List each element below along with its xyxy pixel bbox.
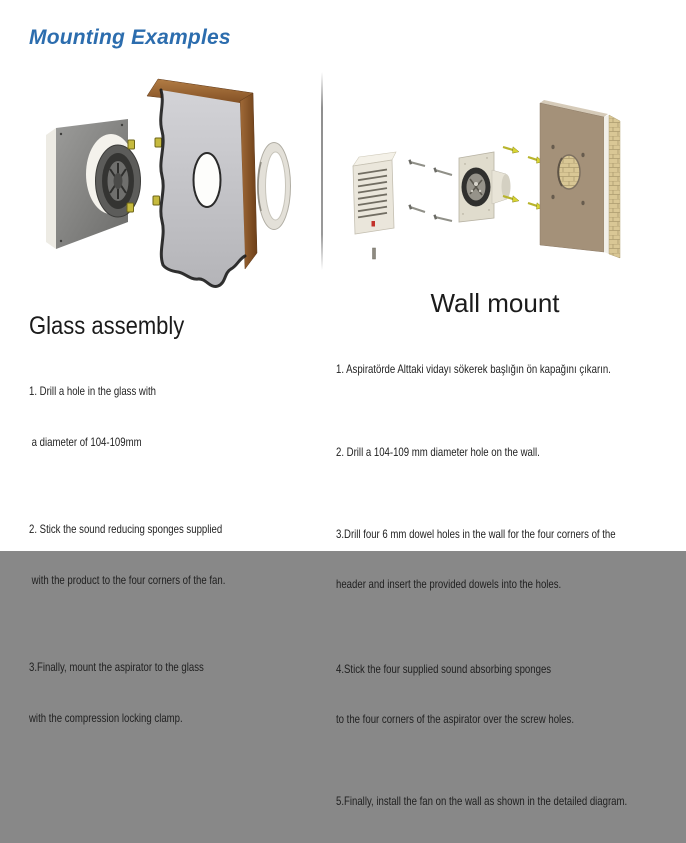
mounting-screws — [410, 160, 453, 221]
dowel-hole — [551, 195, 554, 199]
housing-screw-dot — [121, 124, 123, 126]
fan-body — [459, 152, 511, 222]
wall-plaster-layer — [604, 115, 609, 254]
fan-hub — [114, 173, 123, 189]
step-line: 4.Stick the four supplied sound absorbing sponges — [336, 662, 552, 676]
wall-step-2 — [336, 411, 627, 494]
step-line: 1. Drill a hole in the glass with — [29, 384, 156, 398]
indicator-light — [372, 221, 376, 227]
fan-housing-side — [46, 128, 56, 249]
impeller-hub — [474, 182, 478, 186]
sponge — [128, 140, 135, 149]
wall — [540, 100, 620, 258]
glass-assembly-diagram — [25, 72, 325, 302]
glass-step-2 — [29, 487, 225, 623]
step-line: to the four corners of the aspirator over the screw holes. — [336, 711, 574, 726]
dowel — [503, 147, 519, 153]
step-line: 3.Finally, mount the aspirator to the glass — [29, 660, 204, 674]
wall-mount-heading: Wall mount — [430, 288, 560, 318]
wall-step-5 — [336, 760, 627, 843]
wall-step-1 — [336, 328, 627, 411]
section-divider — [321, 72, 323, 270]
fan-front-cover — [353, 152, 396, 259]
step-line: header and insert the provided dowels into the holes. — [336, 576, 562, 591]
step-line: with the compression locking clamp. — [29, 711, 183, 725]
sponge — [153, 196, 160, 205]
screw — [410, 160, 426, 166]
glass-step-3 — [29, 625, 225, 761]
step-line: 2. Drill a 104-109 mm diameter hole on the wall. — [336, 444, 540, 459]
glass-hole — [194, 153, 221, 207]
cover-screw — [373, 248, 376, 259]
screw — [410, 205, 426, 212]
step-line: 3.Drill four 6 mm dowel holes in the wall for the four corners of the — [336, 527, 616, 541]
wall-mount-diagram — [335, 82, 645, 302]
dowel-hole — [551, 145, 554, 149]
dowel-hole — [581, 153, 584, 157]
glass-assembly-heading: Glass assembly — [29, 312, 185, 340]
screw — [435, 215, 453, 221]
housing-screw-dot — [60, 133, 62, 135]
wall-step-4 — [336, 628, 627, 760]
sponge — [127, 203, 134, 212]
duct-end — [502, 174, 511, 199]
glass-step-1 — [29, 349, 225, 485]
step-line: with the product to the four corners of the fan. — [29, 573, 226, 587]
compression-clamp-ring — [258, 143, 291, 230]
page-title: Mounting Examples — [29, 26, 231, 49]
glass-pane — [161, 90, 245, 287]
wall-brick-edge — [609, 115, 620, 258]
housing-screw-dot — [60, 240, 62, 242]
dowel-hole — [581, 201, 584, 205]
sponge — [155, 138, 162, 147]
clamp-inner — [266, 152, 286, 220]
wall-step-3 — [336, 493, 627, 625]
step-line: 1. Aspiratörde Alttaki vidayı sökerek başlığın ön kapağını çıkarın. — [336, 362, 611, 376]
wall-mount-steps — [336, 328, 627, 843]
screw — [435, 168, 453, 175]
step-line: 5.Finally, install the fan on the wall as shown in the detailed diagram. — [336, 794, 628, 808]
fan-unit — [46, 119, 141, 249]
glass-assembly-steps — [29, 349, 225, 761]
step-line: 2. Stick the sound reducing sponges supplied — [29, 522, 223, 536]
step-line: a diameter of 104-109mm — [29, 435, 142, 449]
